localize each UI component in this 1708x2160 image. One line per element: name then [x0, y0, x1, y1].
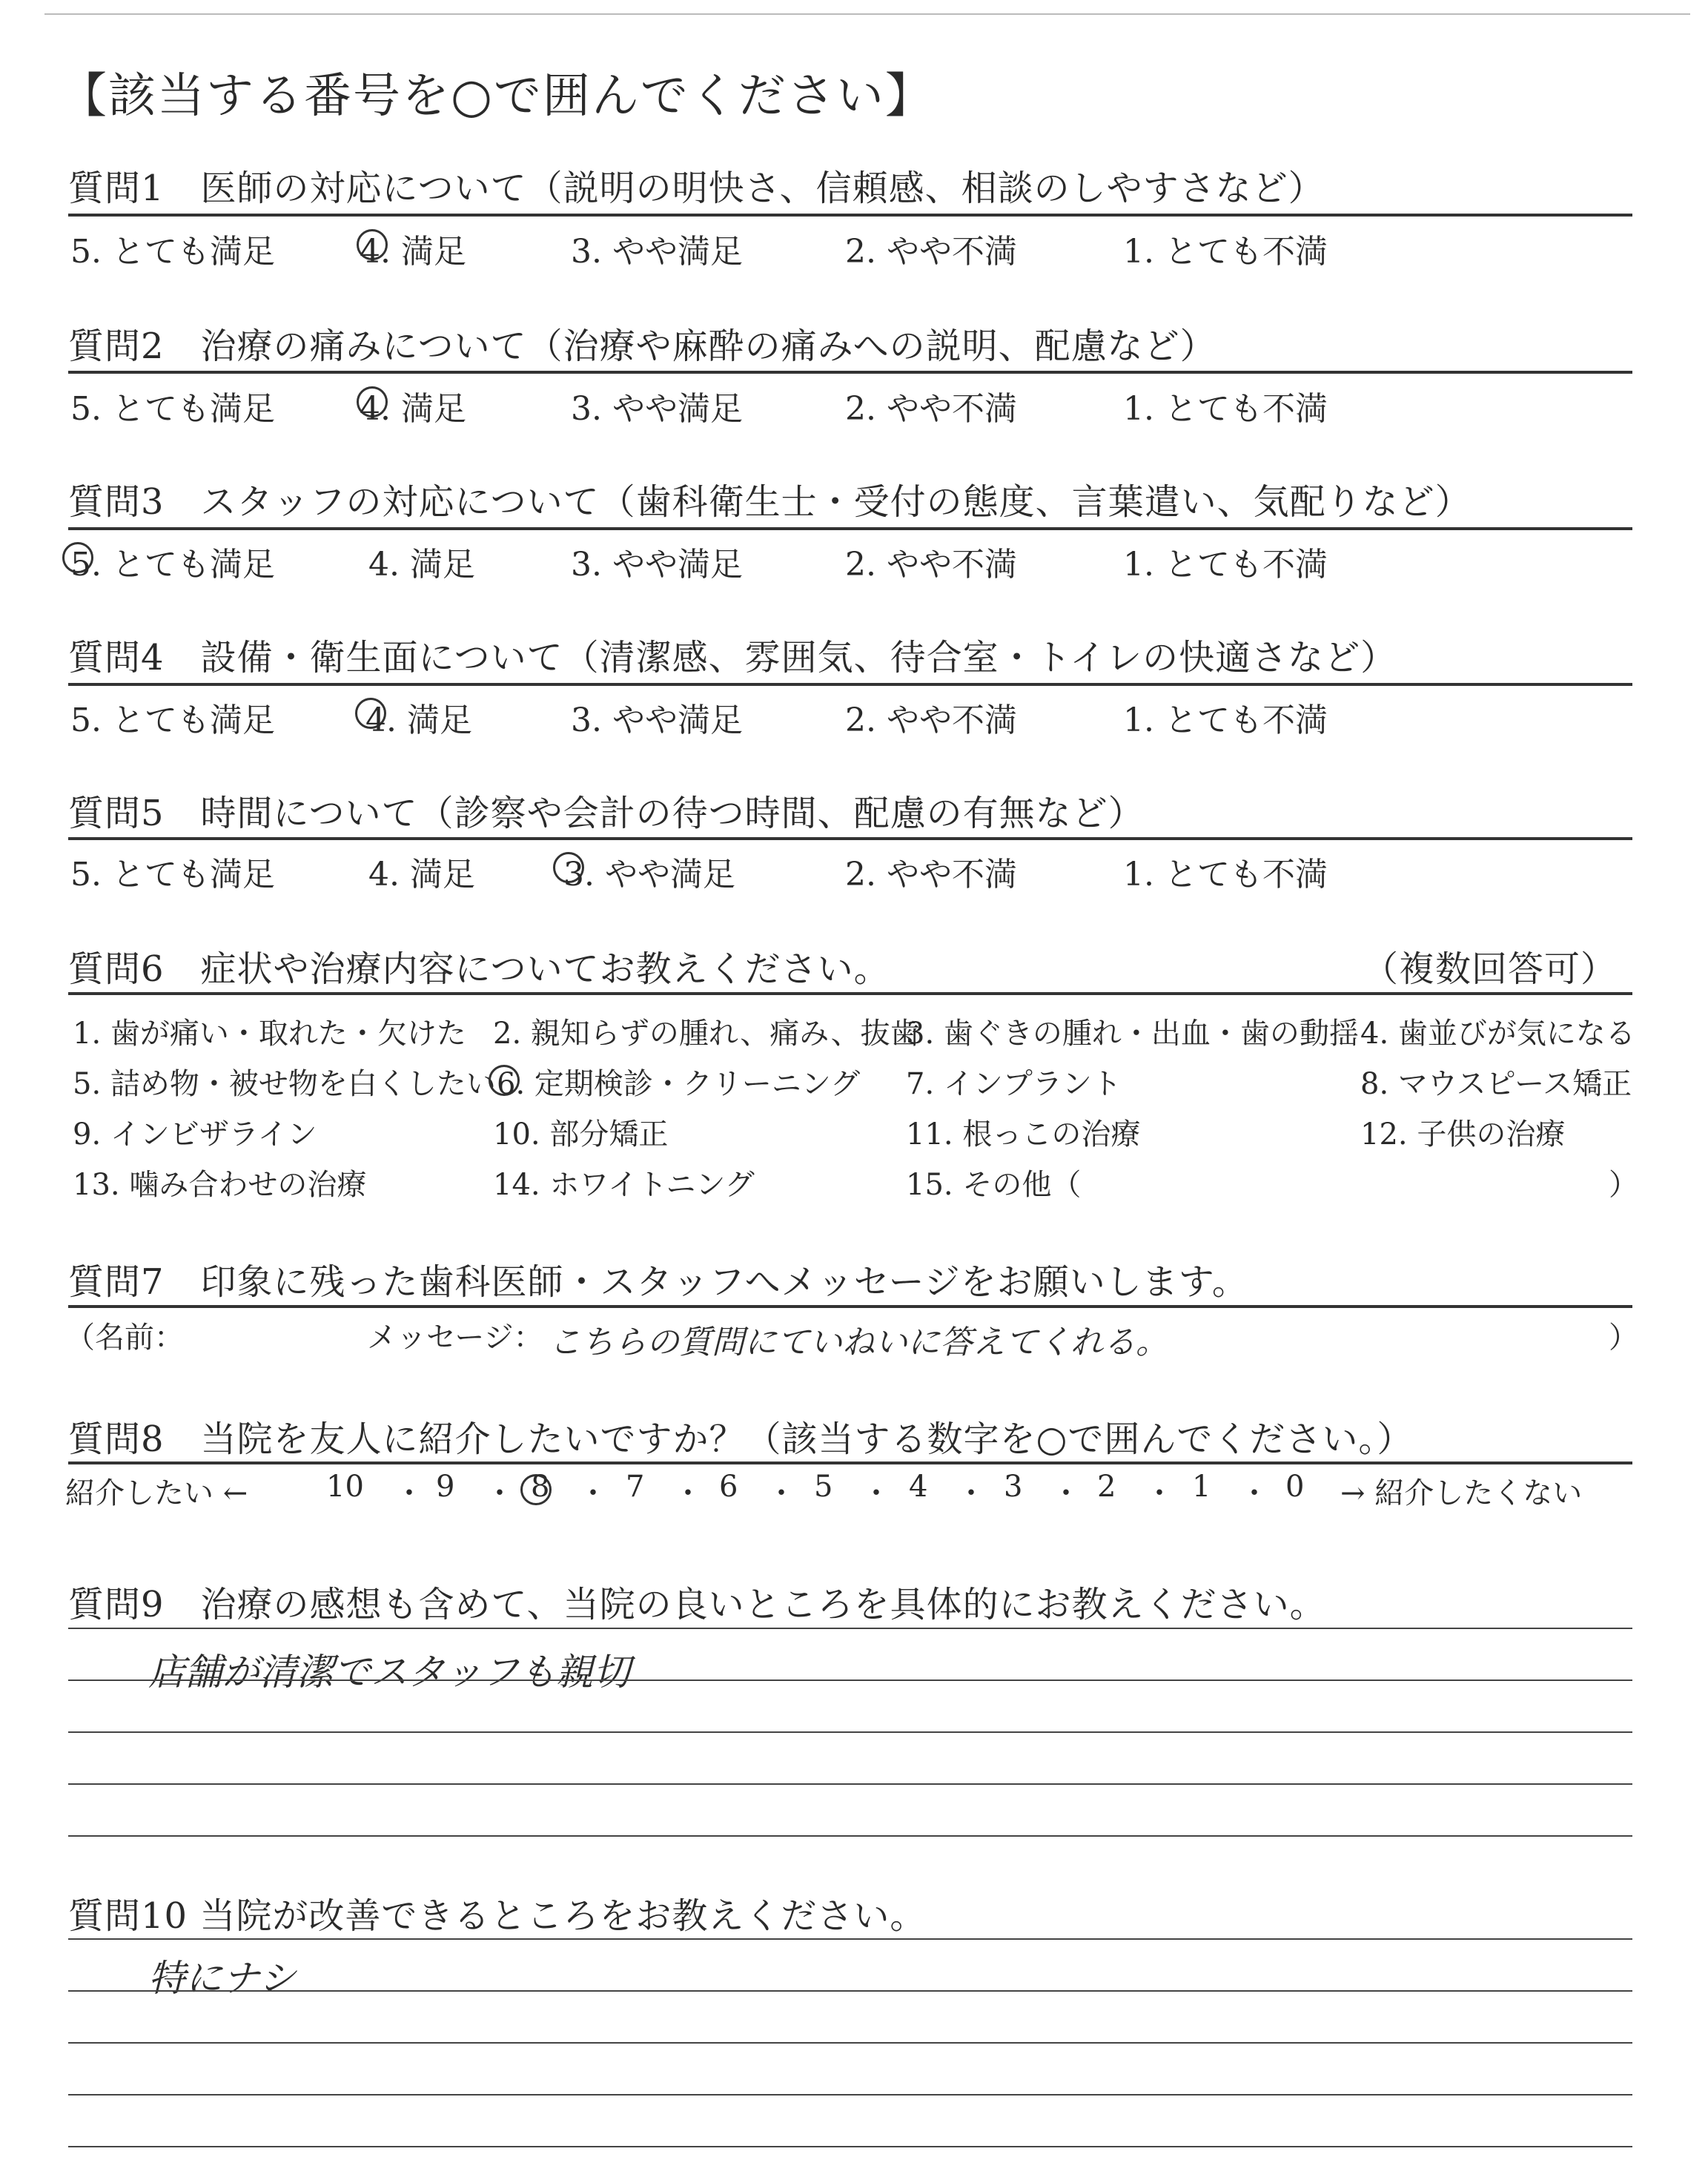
q4-rule [68, 683, 1632, 686]
q3-option-2[interactable]: 2. やや不満 [845, 546, 1017, 584]
q6-option-13[interactable]: 13. 噛み合わせの治療 [73, 1168, 367, 1202]
q2-option-5[interactable]: 5. とても満足 [70, 390, 275, 428]
q7-message-handwritten[interactable]: こちらの質問にていねいに答えてくれる。 [549, 1324, 1168, 1361]
q6-option-8[interactable]: 8. マウスピース矯正 [1360, 1067, 1632, 1101]
q6-option-7[interactable]: 7. インプラント [906, 1067, 1122, 1101]
q8-dot: ・ [861, 1476, 891, 1510]
q3-option-5[interactable]: 5. とても満足 [70, 546, 275, 584]
q10-line-3 [68, 2042, 1632, 2044]
q2-option-1[interactable]: 1. とても不満 [1123, 390, 1328, 428]
q1-option-4[interactable]: 4. 満足 [360, 233, 466, 271]
q10-title: 質問10 当院が改善できるところをお教えください。 [68, 1895, 927, 1937]
q6-option-1[interactable]: 1. 歯が痛い・取れた・欠けた [73, 1017, 466, 1051]
q10-line-5 [68, 2146, 1632, 2147]
q4-option-5[interactable]: 5. とても満足 [70, 701, 275, 739]
q6-option-4[interactable]: 4. 歯並びが気になる [1360, 1017, 1635, 1051]
q8-value-3[interactable]: 3 [1004, 1470, 1023, 1504]
q8-value-4[interactable]: 4 [909, 1470, 928, 1504]
q7-rule [68, 1305, 1632, 1308]
q4-option-3[interactable]: 3. やや満足 [571, 701, 743, 739]
q1-title: 質問1 医師の対応について（説明の明快さ、信頼感、相談のしやすさなど） [68, 168, 1325, 209]
q8-dot: ・ [1051, 1476, 1081, 1510]
q6-title: 質問6 症状や治療内容についてお教えください。 [68, 948, 890, 990]
q8-right-label: → 紹介したくない [1340, 1476, 1583, 1510]
q4-option-1[interactable]: 1. とても不満 [1123, 701, 1328, 739]
q6-option-3[interactable]: 3. 歯ぐきの腫れ・出血・歯の動揺 [906, 1017, 1359, 1051]
q6-option-15[interactable]: 15. その他（ [906, 1168, 1082, 1202]
q8-title: 質問8 当院を友人に紹介したいですか？（該当する数字を○で囲んでください。） [68, 1418, 1414, 1460]
q8-dot: ・ [956, 1476, 986, 1510]
q10-line-4 [68, 2094, 1632, 2095]
q1-rule [68, 214, 1632, 217]
q5-rule [68, 837, 1632, 840]
q9-line-3 [68, 1731, 1632, 1733]
q1-option-5[interactable]: 5. とても満足 [70, 233, 275, 271]
q5-option-3[interactable]: 3. やや満足 [563, 856, 735, 894]
q8-value-10[interactable]: 10 [326, 1470, 364, 1504]
q8-value-1[interactable]: 1 [1192, 1470, 1211, 1504]
q3-option-1[interactable]: 1. とても不満 [1123, 546, 1328, 584]
q2-option-4[interactable]: 4. 満足 [360, 390, 466, 428]
q3-rule [68, 527, 1632, 530]
q5-option-4[interactable]: 4. 満足 [368, 856, 475, 894]
q6-option-6[interactable]: 6. 定期検診・クリーニング [497, 1067, 861, 1101]
q2-option-2[interactable]: 2. やや不満 [845, 390, 1017, 428]
q8-dot: ・ [767, 1476, 796, 1510]
q8-value-5[interactable]: 5 [814, 1470, 833, 1504]
q7-title: 質問7 印象に残った歯科医師・スタッフへメッセージをお願いします。 [68, 1261, 1248, 1303]
q9-title: 質問9 治療の感想も含めて、当院の良いところを具体的にお教えください。 [68, 1584, 1326, 1625]
q2-option-3[interactable]: 3. やや満足 [571, 390, 743, 428]
q8-left-label: 紹介したい ← [65, 1476, 248, 1510]
q6-option-5[interactable]: 5. 詰め物・被せ物を白くしたい [73, 1067, 496, 1101]
q4-option-4[interactable]: 4. 満足 [365, 701, 472, 739]
q4-title: 質問4 設備・衛生面について（清潔感、雰囲気、待合室・トイレの快適さなど） [68, 637, 1397, 678]
q6-option-14[interactable]: 14. ホワイトニング [493, 1168, 755, 1202]
q3-title: 質問3 スタッフの対応について（歯科衛生士・受付の態度、言葉遣い、気配りなど） [68, 481, 1472, 523]
top-border [44, 13, 1690, 15]
q8-value-7[interactable]: 7 [626, 1470, 645, 1504]
q1-option-2[interactable]: 2. やや不満 [845, 233, 1017, 271]
q2-rule [68, 371, 1632, 374]
q8-rule [68, 1462, 1632, 1464]
q8-dot: ・ [673, 1476, 703, 1510]
q6-option-11[interactable]: 11. 根っこの治療 [906, 1117, 1141, 1152]
q9-line-4 [68, 1783, 1632, 1785]
q5-option-1[interactable]: 1. とても不満 [1123, 856, 1328, 894]
q8-value-0[interactable]: 0 [1285, 1470, 1305, 1504]
q9-line-2 [68, 1680, 1632, 1681]
q8-dot: ・ [485, 1476, 514, 1510]
q2-title: 質問2 治療の痛みについて（治療や麻酔の痛みへの説明、配慮など） [68, 326, 1217, 367]
q6-note: （複数回答可） [1363, 948, 1618, 990]
q8-value-2[interactable]: 2 [1097, 1470, 1116, 1504]
q3-option-3[interactable]: 3. やや満足 [571, 546, 743, 584]
q6-option-9[interactable]: 9. インビザライン [73, 1117, 317, 1152]
q8-dot: ・ [578, 1476, 608, 1510]
q6-option-2[interactable]: 2. 親知らずの腫れ、痛み、抜歯 [493, 1017, 920, 1051]
q7-close: ） [1609, 1321, 1638, 1355]
q7-message-label: メッセージ： [367, 1321, 543, 1355]
q4-option-2[interactable]: 2. やや不満 [845, 701, 1017, 739]
q6-other-close: ） [1609, 1168, 1638, 1202]
q8-dot: ・ [1145, 1476, 1174, 1510]
q3-option-4[interactable]: 4. 満足 [368, 546, 475, 584]
q8-value-9[interactable]: 9 [436, 1470, 455, 1504]
q5-option-5[interactable]: 5. とても満足 [70, 856, 275, 894]
q9-answer-handwritten[interactable]: 店舗が清潔でスタッフも親切 [148, 1651, 630, 1694]
q10-line-1 [68, 1938, 1632, 1940]
q6-rule [68, 992, 1632, 995]
q6-option-12[interactable]: 12. 子供の治療 [1360, 1117, 1566, 1152]
q10-line-2 [68, 1990, 1632, 1992]
q6-option-10[interactable]: 10. 部分矯正 [493, 1117, 669, 1152]
q9-line-1 [68, 1628, 1632, 1629]
q7-name-label: （名前： [65, 1321, 184, 1355]
q5-option-2[interactable]: 2. やや不満 [845, 856, 1017, 894]
q1-option-3[interactable]: 3. やや満足 [571, 233, 743, 271]
q8-dot: ・ [1239, 1476, 1269, 1510]
q9-line-5 [68, 1835, 1632, 1837]
q8-value-6[interactable]: 6 [719, 1470, 738, 1504]
q8-dot: ・ [394, 1476, 424, 1510]
q1-option-1[interactable]: 1. とても不満 [1123, 233, 1328, 271]
form-title: 【該当する番号を○で囲んでください】 [59, 69, 934, 124]
q5-title: 質問5 時間について（診察や会計の待つ時間、配慮の有無など） [68, 793, 1145, 834]
q10-answer-handwritten[interactable]: 特にナシ [148, 1957, 296, 2000]
q8-value-8[interactable]: 8 [531, 1470, 550, 1504]
